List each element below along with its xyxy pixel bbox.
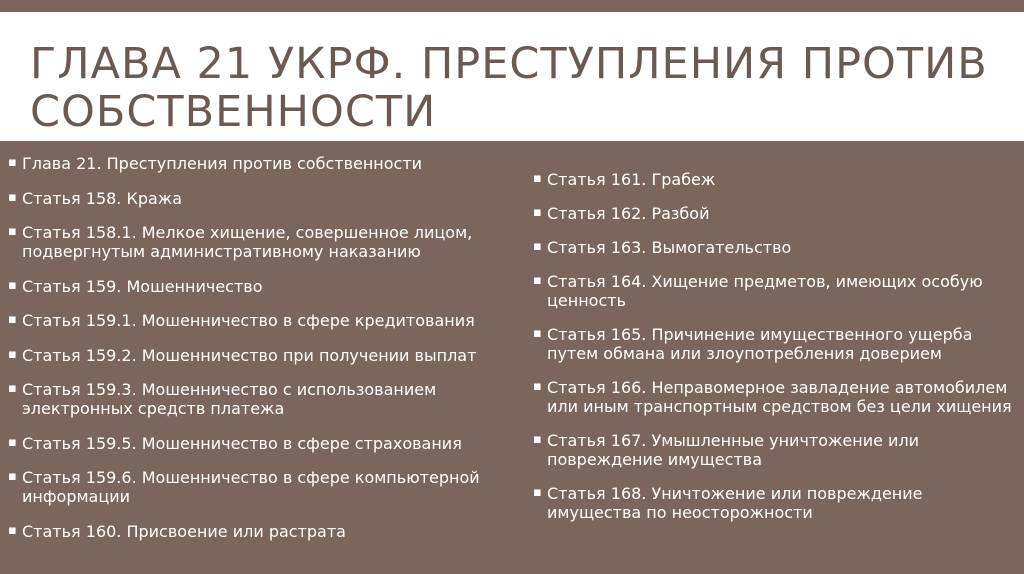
list-item <box>533 170 1018 189</box>
list-item-text: Статья 165. Причинение имущественного ущерба путем обмана или злоупотребления доверием <box>547 325 973 363</box>
bullet-icon: ▪ <box>8 224 17 239</box>
list-item-text: Статья 166. Неправомерное завладение автомобилем или иным транспортным средством без цели хищения <box>547 378 1012 416</box>
right-article-list <box>533 170 1018 537</box>
list-item <box>533 325 1018 363</box>
list-item <box>8 223 503 261</box>
list-item-text: Статья 159.2. Мошенничество при получении выплат <box>22 345 477 365</box>
bullet-icon: ▪ <box>533 432 542 447</box>
list-item-text: Статья 159.3. Мошенничество с использованием электронных средств платежа <box>22 380 437 418</box>
bullet-icon: ▪ <box>533 171 542 186</box>
list-item <box>8 468 503 506</box>
left-article-list <box>8 154 503 556</box>
bullet-icon: ▪ <box>533 273 542 288</box>
list-item-text: Статья 159. Мошенничество <box>22 276 263 296</box>
list-item <box>533 431 1018 469</box>
bullet-icon: ▪ <box>8 189 17 205</box>
list-item <box>533 378 1018 416</box>
bullet-icon: ▪ <box>8 434 17 450</box>
list-item <box>533 204 1018 223</box>
list-item <box>533 484 1018 522</box>
list-item-text: Статья 161. Грабеж <box>547 170 716 189</box>
bullet-icon: ▪ <box>533 379 542 394</box>
list-item-text: Статья 164. Хищение предметов, имеющих особую ценность <box>547 272 983 310</box>
list-item <box>8 380 503 418</box>
list-item-text: Статья 159.1. Мошенничество в сфере кредитования <box>22 311 475 330</box>
bullet-icon: ▪ <box>533 205 542 220</box>
bullet-icon: ▪ <box>533 485 542 500</box>
bullet-icon: ▪ <box>8 522 17 538</box>
list-item <box>8 522 503 541</box>
list-item-text: Статья 160. Присвоение или растрата <box>22 521 346 541</box>
list-item <box>8 346 503 365</box>
title-band <box>0 12 1024 141</box>
bullet-icon: ▪ <box>8 381 17 396</box>
bullet-icon: ▪ <box>8 312 17 327</box>
list-item-text: Глава 21. Преступления против собственности <box>22 154 423 173</box>
list-item-text: Статья 162. Разбой <box>547 204 710 223</box>
bullet-icon: ▪ <box>8 277 17 293</box>
bullet-icon: ▪ <box>533 239 542 254</box>
list-item-text: Статья 158. Кража <box>22 188 183 208</box>
bullet-icon: ▪ <box>8 155 17 170</box>
list-item <box>8 434 503 453</box>
list-item <box>533 238 1018 257</box>
list-item-text: Статья 158.1. Мелкое хищение, совершенное лицом, подвергнутым административному наказанию <box>22 223 473 261</box>
list-item-text: Статья 168. Уничтожение или повреждение имущества по неосторожности <box>547 484 923 522</box>
top-strip <box>0 0 1024 12</box>
list-item <box>8 277 503 296</box>
list-item-text: Статья 167. Умышленные уничтожение или повреждение имущества <box>547 431 920 469</box>
list-item-text: Статья 159.6. Мошенничество в сфере компьютерной информации <box>22 468 480 506</box>
slide-title: ГЛАВА 21 УКРФ. ПРЕСТУПЛЕНИЯ ПРОТИВ СОБСТВЕННОСТИ <box>30 39 988 137</box>
list-item-text: Статья 163. Вымогательство <box>547 238 792 257</box>
list-item <box>8 154 503 173</box>
list-item <box>533 272 1018 310</box>
list-item-text: Статья 159.5. Мошенничество в сфере страхования <box>22 433 462 453</box>
bullet-icon: ▪ <box>8 346 17 362</box>
bullet-icon: ▪ <box>533 326 542 341</box>
list-item <box>8 311 503 330</box>
bullet-icon: ▪ <box>8 469 17 484</box>
list-item <box>8 189 503 208</box>
